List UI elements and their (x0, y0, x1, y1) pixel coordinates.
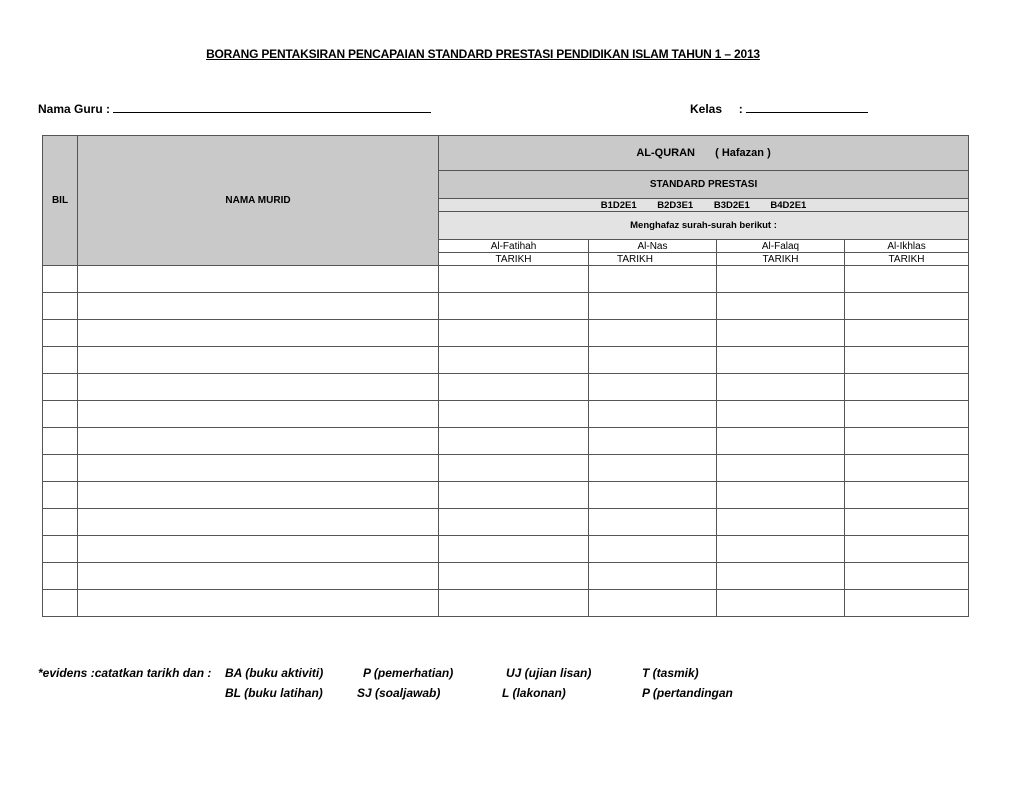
nas-date-cell[interactable] (589, 401, 717, 428)
fatihah-date-cell[interactable] (439, 320, 589, 347)
ikhlas-date-cell[interactable] (845, 455, 969, 482)
instruction-row: Menghafaz surah-surah berikut : (439, 212, 969, 240)
falaq-date-cell[interactable] (717, 293, 845, 320)
falaq-date-cell[interactable] (717, 401, 845, 428)
bil-cell[interactable] (43, 563, 78, 590)
falaq-date-cell[interactable] (717, 320, 845, 347)
falaq-date-cell[interactable] (717, 536, 845, 563)
fatihah-date-cell[interactable] (439, 428, 589, 455)
fatihah-date-cell[interactable] (439, 563, 589, 590)
legend-prefix: *evidens :catatkan tarikh dan : (38, 666, 212, 680)
standard-header: STANDARD PRESTASI (439, 171, 969, 199)
teacher-name-label: Nama Guru : (38, 102, 111, 116)
codes-row (439, 199, 969, 212)
date-label: TARIKH (589, 253, 717, 266)
falaq-date-cell[interactable] (717, 266, 845, 293)
ikhlas-date-cell[interactable] (845, 482, 969, 509)
student-name-cell[interactable] (78, 455, 439, 482)
fatihah-date-cell[interactable] (439, 536, 589, 563)
table-row (43, 293, 969, 320)
nas-date-cell[interactable] (589, 455, 717, 482)
student-name-cell[interactable] (78, 536, 439, 563)
ikhlas-date-cell[interactable] (845, 590, 969, 617)
code-4: B4D2E1 (770, 199, 807, 211)
ikhlas-date-cell[interactable] (845, 374, 969, 401)
legend-item: SJ (soaljawab) (357, 686, 441, 700)
student-name-cell[interactable] (78, 482, 439, 509)
fatihah-date-cell[interactable] (439, 509, 589, 536)
ikhlas-date-cell[interactable] (845, 401, 969, 428)
table-row (43, 482, 969, 509)
nas-date-cell[interactable] (589, 374, 717, 401)
section-header (439, 136, 969, 171)
student-name-cell[interactable] (78, 266, 439, 293)
legend-item: BL (buku latihan) (225, 686, 323, 700)
fatihah-date-cell[interactable] (439, 347, 589, 374)
legend-item: T (tasmik) (642, 666, 699, 680)
date-label: TARIKH (717, 253, 845, 266)
table-row (43, 374, 969, 401)
student-name-cell[interactable] (78, 401, 439, 428)
bil-cell[interactable] (43, 320, 78, 347)
student-name-cell[interactable] (78, 509, 439, 536)
table-row (43, 347, 969, 374)
falaq-date-cell[interactable] (717, 374, 845, 401)
ikhlas-date-cell[interactable] (845, 266, 969, 293)
bil-header: BIL (43, 136, 78, 266)
ikhlas-date-cell[interactable] (845, 563, 969, 590)
ikhlas-date-cell[interactable] (845, 320, 969, 347)
class-label: Kelas (690, 102, 723, 116)
falaq-date-cell[interactable] (717, 509, 845, 536)
falaq-date-cell[interactable] (717, 428, 845, 455)
ikhlas-date-cell[interactable] (845, 536, 969, 563)
nas-date-cell[interactable] (589, 266, 717, 293)
surah-falaq: Al-Falaq (717, 240, 845, 253)
table-row (43, 320, 969, 347)
bil-cell[interactable] (43, 374, 78, 401)
legend-item: P (pemerhatian) (363, 666, 454, 680)
bil-cell[interactable] (43, 509, 78, 536)
bil-cell[interactable] (43, 428, 78, 455)
student-name-header: NAMA MURID (78, 136, 439, 266)
bil-cell[interactable] (43, 347, 78, 374)
nas-date-cell[interactable] (589, 482, 717, 509)
section-subtitle: ( Hafazan ) (715, 147, 771, 159)
fatihah-date-cell[interactable] (439, 455, 589, 482)
table-row (43, 563, 969, 590)
legend-item: P (pertandingan (642, 686, 733, 700)
falaq-date-cell[interactable] (717, 455, 845, 482)
surah-fatihah: Al-Fatihah (439, 240, 589, 253)
assessment-table (42, 135, 969, 617)
nas-date-cell[interactable] (589, 428, 717, 455)
nas-date-cell[interactable] (589, 590, 717, 617)
fatihah-date-cell[interactable] (439, 293, 589, 320)
section-title: AL-QURAN (636, 147, 695, 159)
student-name-cell[interactable] (78, 428, 439, 455)
table-row (43, 455, 969, 482)
code-1: B1D2E1 (600, 199, 637, 211)
class-colon: : (738, 102, 743, 116)
bil-cell[interactable] (43, 536, 78, 563)
falaq-date-cell[interactable] (717, 482, 845, 509)
table-row (43, 266, 969, 293)
table-row (43, 401, 969, 428)
ikhlas-date-cell[interactable] (845, 347, 969, 374)
student-name-cell[interactable] (78, 347, 439, 374)
form-title: BORANG PENTAKSIRAN PENCAPAIAN STANDARD PRESTASI PENDIDIKAN ISLAM TAHUN 1 – 2013 (206, 47, 760, 61)
table-row (43, 509, 969, 536)
legend-item: UJ (ujian lisan) (506, 666, 592, 680)
code-2: B2D3E1 (657, 199, 694, 211)
surah-ikhlas: Al-Ikhlas (845, 240, 969, 253)
student-name-cell[interactable] (78, 563, 439, 590)
student-name-cell[interactable] (78, 374, 439, 401)
bil-cell[interactable] (43, 293, 78, 320)
bil-cell[interactable] (43, 482, 78, 509)
falaq-date-cell[interactable] (717, 563, 845, 590)
table-row (43, 428, 969, 455)
bil-cell[interactable] (43, 401, 78, 428)
falaq-date-cell[interactable] (717, 590, 845, 617)
table-row (43, 590, 969, 617)
nas-date-cell[interactable] (589, 536, 717, 563)
bil-cell[interactable] (43, 590, 78, 617)
fatihah-date-cell[interactable] (439, 482, 589, 509)
nas-date-cell[interactable] (589, 563, 717, 590)
student-name-cell[interactable] (78, 590, 439, 617)
date-label: TARIKH (439, 253, 589, 266)
class-field (690, 100, 868, 116)
teacher-name-line[interactable] (113, 100, 431, 113)
fatihah-date-cell[interactable] (439, 401, 589, 428)
fatihah-date-cell[interactable] (439, 374, 589, 401)
legend-item: BA (buku aktiviti) (225, 666, 324, 680)
nas-date-cell[interactable] (589, 320, 717, 347)
date-label: TARIKH (845, 253, 969, 266)
teacher-name-field (38, 100, 431, 116)
fatihah-date-cell[interactable] (439, 590, 589, 617)
table-row (43, 536, 969, 563)
nas-date-cell[interactable] (589, 293, 717, 320)
ikhlas-date-cell[interactable] (845, 293, 969, 320)
student-name-cell[interactable] (78, 293, 439, 320)
code-3: B3D2E1 (713, 199, 750, 211)
surah-nas: Al-Nas (589, 240, 717, 253)
fatihah-date-cell[interactable] (439, 266, 589, 293)
nas-date-cell[interactable] (589, 509, 717, 536)
class-line[interactable] (746, 100, 868, 113)
ikhlas-date-cell[interactable] (845, 509, 969, 536)
ikhlas-date-cell[interactable] (845, 428, 969, 455)
bil-cell[interactable] (43, 266, 78, 293)
falaq-date-cell[interactable] (717, 347, 845, 374)
legend-item: L (lakonan) (502, 686, 566, 700)
nas-date-cell[interactable] (589, 347, 717, 374)
student-name-cell[interactable] (78, 320, 439, 347)
bil-cell[interactable] (43, 455, 78, 482)
